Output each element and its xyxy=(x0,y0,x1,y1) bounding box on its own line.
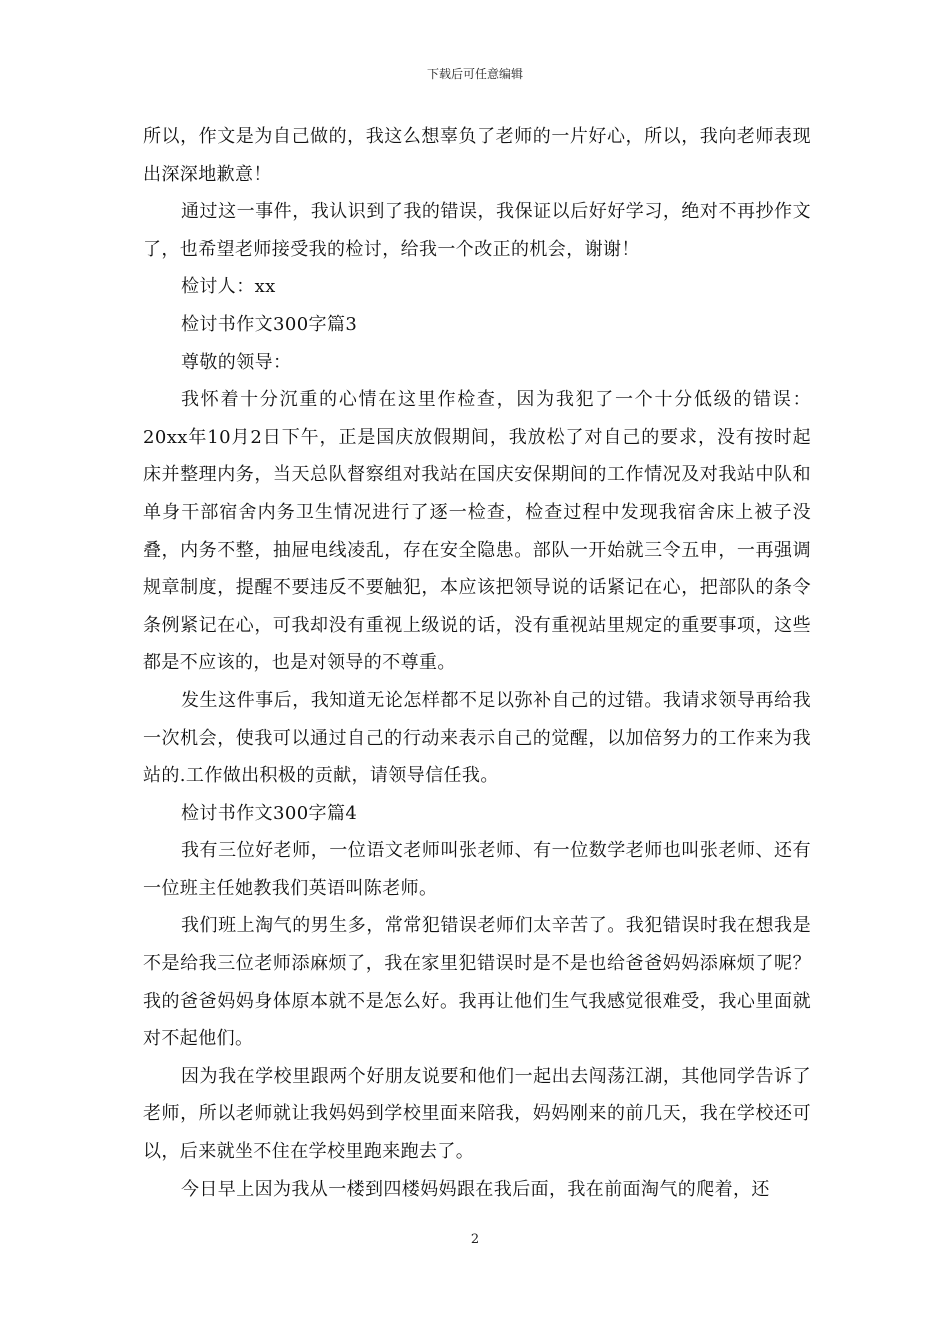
paragraph: 我怀着十分沉重的心情在这里作检查，因为我犯了一个十分低级的错误：20xx年10月2日下午，正是国庆放假期间，我放松了对自己的要求，没有按时起床并整理内务，当天总队督察组对我站在国庆安保期间的工作情况及对我站中队和单身干部宿舍内务卫生情况进行了逐一检查，检查过程中发现我宿舍床上被子没叠，内务不整，抽屉电线凌乱，存在安全隐患。部队一开始就三令五申，一再强调规章制度，提醒不要违反不要触犯，本应该把领导说的话紧记在心，把部队的条令条例紧记在心，可我却没有重视上级说的话，没有重视站里规定的重要事项，这些都是不应该的，也是对领导的不尊重。 xyxy=(143,389,811,674)
section-heading: 检讨书作文300字篇3 xyxy=(181,313,358,335)
paragraph: 通过这一事件，我认识到了我的错误，我保证以后好好学习，绝对不再抄作文了，也希望老师接受我的检讨，给我一个改正的机会，谢谢！ xyxy=(143,201,811,260)
paragraph: 我们班上淘气的男生多，常常犯错误老师们太辛苦了。我犯错误时我在想我是不是给我三位老师添麻烦了，我在家里犯错误时是不是也给爸爸妈妈添麻烦了呢？我的爸爸妈妈身体原本就不是怎么好。我再让他们生气我感觉很难受，我心里面就对不起他们。 xyxy=(143,915,811,1050)
paragraph: 因为我在学校里跟两个好朋友说要和他们一起出去闯荡江湖，其他同学告诉了老师，所以老师就让我妈妈到学校里面来陪我，妈妈刚来的前几天，我在学校还可以，后来就坐不住在学校里跑来跑去了。 xyxy=(143,1065,811,1163)
paragraph: 今日早上因为我从一楼到四楼妈妈跟在我后面，我在前面淘气的爬着，还 xyxy=(181,1178,770,1200)
section-heading: 检讨书作文300字篇4 xyxy=(181,802,358,824)
paragraph: 所以，作文是为自己做的，我这么想辜负了老师的一片好心，所以，我向老师表现出深深地歉意！ xyxy=(143,126,811,185)
paragraph: 发生这件事后，我知道无论怎样都不足以弥补自己的过错。我请求领导再给我一次机会，使我可以通过自己的行动来表示自己的觉醒，以加倍努力的工作来为我站的.工作做出积极的贡献，请领导信任我。 xyxy=(143,689,811,787)
page-number: 2 xyxy=(470,1232,480,1247)
page-header: 下载后可任意编辑 xyxy=(426,67,523,81)
paragraph: 我有三位好老师，一位语文老师叫张老师、有一位数学老师也叫张老师、还有一位班主任她教我们英语叫陈老师。 xyxy=(143,840,811,899)
document-body xyxy=(143,118,811,1208)
signature-line: 检讨人：xx xyxy=(181,276,276,298)
salutation: 尊敬的领导： xyxy=(181,351,292,373)
